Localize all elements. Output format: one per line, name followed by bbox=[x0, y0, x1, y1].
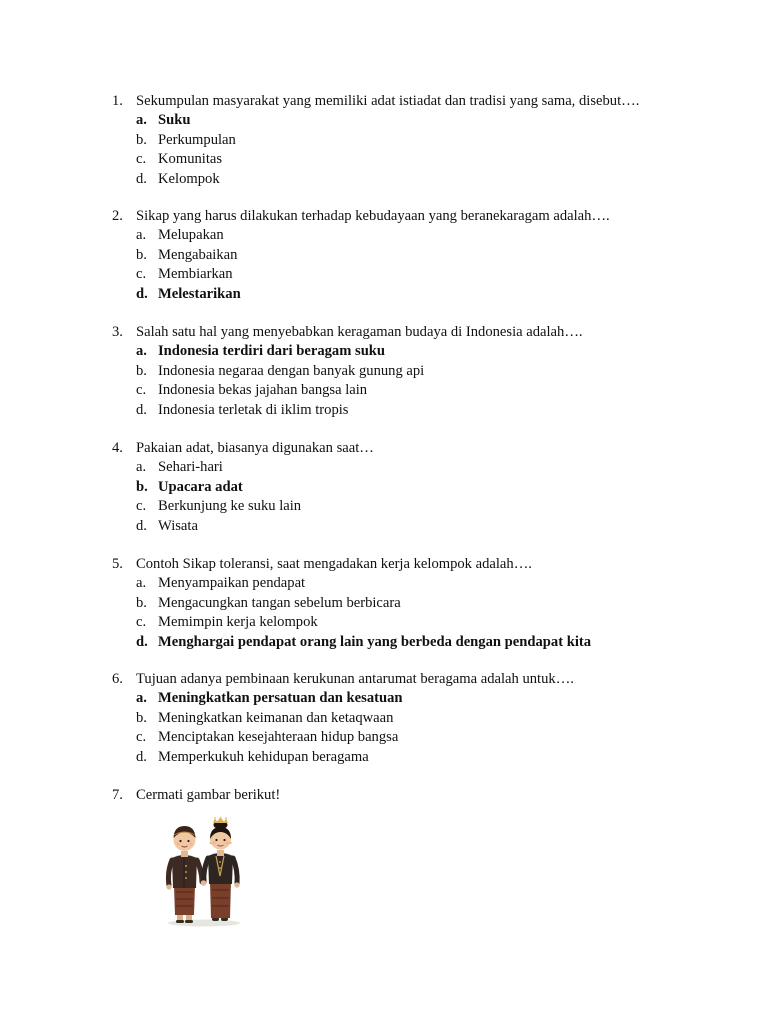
option-letter: b. bbox=[136, 246, 147, 263]
option-a bbox=[112, 226, 732, 245]
option-d bbox=[112, 285, 732, 304]
question-stem: Sekumpulan masyarakat yang memiliki adat istiadat dan tradisi yang sama, disebut…. bbox=[136, 93, 640, 109]
option-letter: c. bbox=[136, 729, 147, 746]
question-stem: Cermati gambar berikut! bbox=[136, 787, 281, 803]
option-text: Indonesia negaraa dengan banyak gunung api bbox=[158, 362, 425, 379]
option-d bbox=[112, 170, 732, 189]
question-1 bbox=[112, 92, 732, 189]
option-letter: a. bbox=[136, 575, 147, 592]
option-text: Sehari-hari bbox=[158, 459, 223, 476]
option-text: Melestarikan bbox=[158, 285, 241, 302]
option-letter: d. bbox=[136, 633, 148, 650]
question-2 bbox=[112, 207, 732, 304]
option-text: Memimpin kerja kelompok bbox=[158, 614, 318, 631]
option-text: Memperkukuh kehidupan beragama bbox=[158, 748, 369, 765]
option-letter: c. bbox=[136, 382, 147, 399]
option-b bbox=[112, 131, 732, 150]
option-letter: d. bbox=[136, 748, 147, 765]
question-number: 7. bbox=[112, 787, 123, 803]
option-text: Indonesia terletak di iklim tropis bbox=[158, 401, 349, 418]
option-text: Mengacungkan tangan sebelum berbicara bbox=[158, 594, 401, 611]
option-text: Membiarkan bbox=[158, 266, 233, 283]
option-text: Kelompok bbox=[158, 170, 220, 187]
option-text: Melupakan bbox=[158, 227, 224, 244]
option-text: Mengabaikan bbox=[158, 246, 238, 263]
option-letter: d. bbox=[136, 170, 147, 187]
option-text: Suku bbox=[158, 112, 191, 129]
option-letter: a. bbox=[136, 459, 147, 476]
option-text: Menciptakan kesejahteraan hidup bangsa bbox=[158, 729, 399, 746]
option-a bbox=[112, 458, 732, 477]
option-letter: c. bbox=[136, 266, 147, 283]
option-letter: a. bbox=[136, 690, 147, 707]
option-a bbox=[112, 342, 732, 361]
option-letter: b. bbox=[136, 594, 147, 611]
question-6 bbox=[112, 670, 732, 767]
option-letter: b. bbox=[136, 362, 147, 379]
option-text: Menghargai pendapat orang lain yang berbeda dengan pendapat kita bbox=[158, 633, 592, 650]
traditional-costume-illustration bbox=[160, 816, 250, 928]
option-letter: a. bbox=[136, 112, 147, 129]
option-d bbox=[112, 633, 732, 652]
option-a bbox=[112, 111, 732, 130]
option-b bbox=[112, 594, 732, 613]
option-text: Komunitas bbox=[158, 151, 223, 168]
question-number: 3. bbox=[112, 324, 123, 340]
question-5 bbox=[112, 555, 732, 652]
option-c bbox=[112, 497, 732, 516]
question-7 bbox=[112, 786, 732, 805]
option-a bbox=[112, 689, 732, 708]
option-letter: b. bbox=[136, 478, 148, 495]
option-text: Meningkatkan keimanan dan ketaqwaan bbox=[158, 709, 394, 726]
option-letter: a. bbox=[136, 343, 147, 360]
option-text: Berkunjung ke suku lain bbox=[158, 498, 302, 515]
question-number: 1. bbox=[112, 93, 123, 109]
question-3 bbox=[112, 323, 732, 420]
option-letter: c. bbox=[136, 614, 147, 631]
option-text: Meningkatkan persatuan dan kesatuan bbox=[158, 690, 403, 707]
option-c bbox=[112, 150, 732, 169]
question-number: 4. bbox=[112, 440, 123, 456]
option-c bbox=[112, 381, 732, 400]
option-letter: b. bbox=[136, 709, 147, 726]
option-c bbox=[112, 613, 732, 632]
option-b bbox=[112, 709, 732, 728]
option-text: Indonesia terdiri dari beragam suku bbox=[158, 343, 386, 360]
option-letter: a. bbox=[136, 227, 147, 244]
option-letter: b. bbox=[136, 131, 147, 148]
question-stem: Contoh Sikap toleransi, saat mengadakan kerja kelompok adalah…. bbox=[136, 556, 532, 572]
question-number: 6. bbox=[112, 671, 123, 687]
option-b bbox=[112, 246, 732, 265]
question-stem: Pakaian adat, biasanya digunakan saat… bbox=[136, 440, 374, 456]
option-a bbox=[112, 574, 732, 593]
option-d bbox=[112, 401, 732, 420]
option-letter: d. bbox=[136, 517, 147, 534]
option-b bbox=[112, 362, 732, 381]
option-letter: c. bbox=[136, 498, 147, 515]
option-text: Indonesia bekas jajahan bangsa lain bbox=[158, 382, 368, 399]
option-text: Upacara adat bbox=[158, 478, 243, 495]
option-b bbox=[112, 478, 732, 497]
option-c bbox=[112, 265, 732, 284]
question-number: 2. bbox=[112, 208, 123, 224]
question-stem: Salah satu hal yang menyebabkan keragaman budaya di Indonesia adalah…. bbox=[136, 324, 583, 340]
question-stem: Tujuan adanya pembinaan kerukunan antarumat beragama adalah untuk…. bbox=[136, 671, 574, 687]
option-text: Wisata bbox=[158, 517, 198, 534]
option-d bbox=[112, 748, 732, 767]
option-letter: c. bbox=[136, 151, 147, 168]
option-text: Perkumpulan bbox=[158, 131, 236, 148]
option-text: Menyampaikan pendapat bbox=[158, 575, 306, 592]
option-c bbox=[112, 728, 732, 747]
question-stem: Sikap yang harus dilakukan terhadap kebudayaan yang beranekaragam adalah…. bbox=[136, 208, 610, 224]
question-4 bbox=[112, 439, 732, 536]
question-number: 5. bbox=[112, 556, 123, 572]
option-letter: d. bbox=[136, 401, 147, 418]
option-letter: d. bbox=[136, 285, 148, 302]
option-d bbox=[112, 517, 732, 536]
